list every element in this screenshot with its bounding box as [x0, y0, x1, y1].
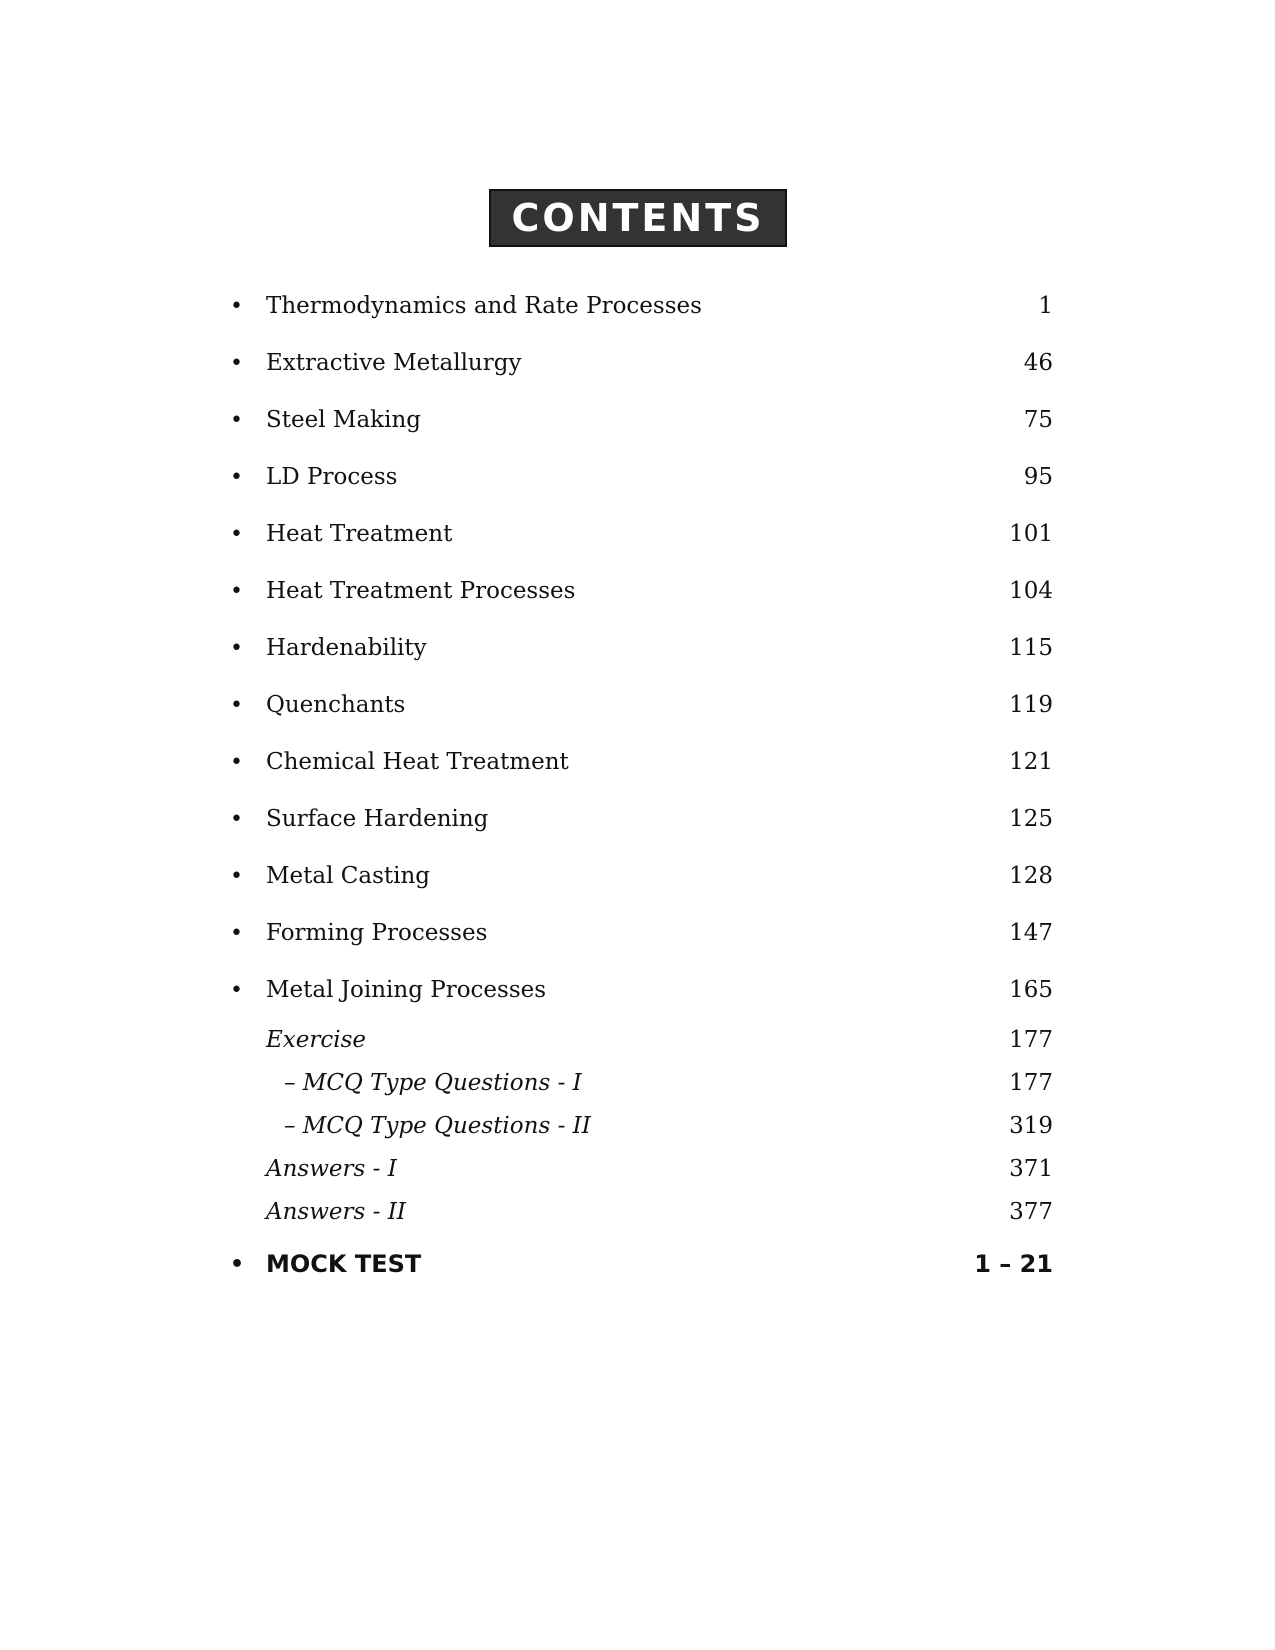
toc-entry-label: Extractive Metallurgy [266, 350, 522, 376]
toc-entry[interactable] [228, 335, 1053, 392]
bullet-icon: • [230, 1252, 245, 1277]
toc-entry-label: Thermodynamics and Rate Processes [266, 293, 702, 319]
toc-entry-page: 95 [1023, 464, 1053, 490]
toc-entry-page: 125 [1009, 806, 1053, 832]
toc-entry[interactable] [228, 563, 1053, 620]
toc-entry-label: Forming Processes [266, 920, 488, 946]
toc-entry[interactable] [228, 620, 1053, 677]
contents-title: CONTENTS [511, 196, 765, 240]
bullet-icon: • [230, 807, 243, 832]
toc-sub-entry-label: Answers - I [266, 1156, 397, 1182]
toc-entry-label: Surface Hardening [266, 806, 489, 832]
toc-sub-entry-label: – MCQ Type Questions - II [284, 1113, 591, 1139]
toc-sub-entry-label: Answers - II [266, 1199, 406, 1225]
bullet-icon: • [230, 864, 243, 889]
toc-entry-page: 165 [1009, 977, 1053, 1003]
bullet-icon: • [230, 351, 243, 376]
toc-entry-page: 46 [1023, 350, 1053, 376]
bullet-icon: • [230, 408, 243, 433]
toc-entry-page: 75 [1023, 407, 1053, 433]
toc-sub-entry-page: 319 [1009, 1113, 1053, 1139]
toc-entry-page: 121 [1009, 749, 1053, 775]
toc-sub-entry-page: 377 [1009, 1199, 1053, 1225]
toc-entry-label: Chemical Heat Treatment [266, 749, 569, 775]
toc-sub-entry-label: Exercise [266, 1027, 367, 1053]
toc-sub-entry-page: 177 [1009, 1027, 1053, 1053]
toc-entry-page: 119 [1009, 692, 1053, 718]
toc-entry-page: 101 [1009, 521, 1053, 547]
toc-entry[interactable] [228, 905, 1053, 962]
toc-entry-label: Quenchants [266, 692, 406, 718]
toc-sub-entry-label: – MCQ Type Questions - I [284, 1070, 582, 1096]
toc-sub-entry[interactable] [228, 1148, 1053, 1191]
toc-entry[interactable] [228, 506, 1053, 563]
toc-entry[interactable] [228, 278, 1053, 335]
table-of-contents [228, 278, 1053, 1293]
bullet-icon: • [230, 636, 243, 661]
bullet-icon: • [230, 294, 243, 319]
bullet-icon: • [230, 693, 243, 718]
toc-entry-mock-test[interactable] [228, 1236, 1053, 1293]
exercise-section [228, 1019, 1053, 1234]
bullet-icon: • [230, 522, 243, 547]
toc-entry[interactable] [228, 848, 1053, 905]
toc-entry-label: Metal Casting [266, 863, 431, 889]
toc-entry-label: Steel Making [266, 407, 421, 433]
toc-entry[interactable] [228, 734, 1053, 791]
mock-test-page: 1 – 21 [974, 1250, 1053, 1278]
toc-entry[interactable] [228, 392, 1053, 449]
toc-sub-entry-page: 371 [1009, 1156, 1053, 1182]
toc-entry-label: Metal Joining Processes [266, 977, 547, 1003]
toc-entry[interactable] [228, 962, 1053, 1019]
contents-title-box [489, 189, 787, 247]
toc-sub-entry-page: 177 [1009, 1070, 1053, 1096]
toc-entry-label: LD Process [266, 464, 398, 490]
toc-entry-page: 128 [1009, 863, 1053, 889]
toc-sub-entry[interactable] [228, 1062, 1053, 1105]
toc-entry-page: 115 [1009, 635, 1053, 661]
toc-sub-entry[interactable] [228, 1019, 1053, 1062]
toc-entry[interactable] [228, 449, 1053, 506]
toc-entry-page: 104 [1009, 578, 1053, 604]
bullet-icon: • [230, 750, 243, 775]
toc-entry-label: Heat Treatment [266, 521, 453, 547]
toc-entry-page: 1 [1038, 293, 1053, 319]
toc-sub-entry[interactable] [228, 1191, 1053, 1234]
toc-entry[interactable] [228, 677, 1053, 734]
toc-entry-page: 147 [1009, 920, 1053, 946]
bullet-icon: • [230, 465, 243, 490]
bullet-icon: • [230, 921, 243, 946]
mock-test-label: MOCK TEST [266, 1250, 422, 1278]
toc-entry-label: Hardenability [266, 635, 427, 661]
toc-entry[interactable] [228, 791, 1053, 848]
toc-sub-entry[interactable] [228, 1105, 1053, 1148]
bullet-icon: • [230, 978, 243, 1003]
bullet-icon: • [230, 579, 243, 604]
toc-entry-label: Heat Treatment Processes [266, 578, 576, 604]
